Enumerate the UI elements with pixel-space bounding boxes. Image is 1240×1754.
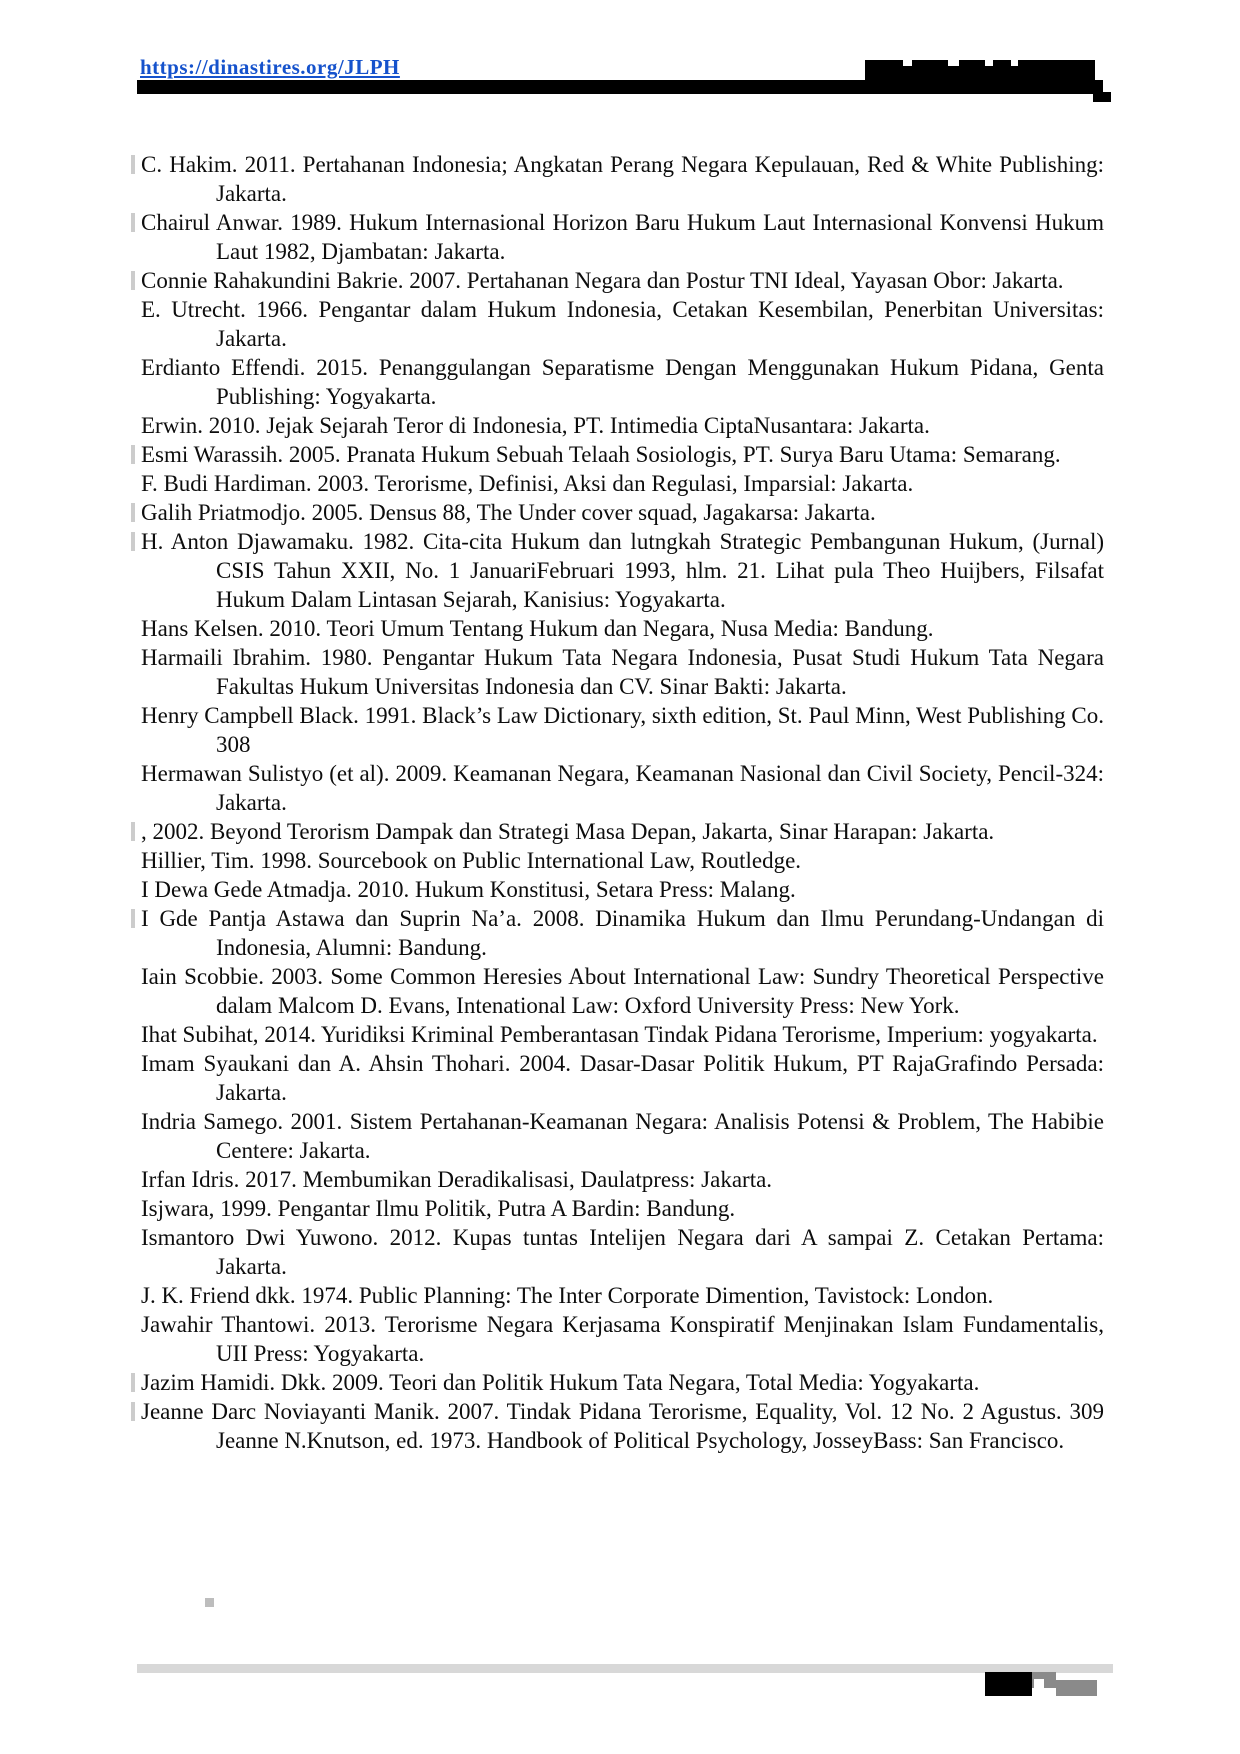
journal-url-link[interactable]: https://dinastires.org/JLPH [140, 55, 400, 79]
reference-entry: Hillier, Tim. 1998. Sourcebook on Public International Law, Routledge. [141, 848, 802, 873]
scan-artifact [205, 1598, 214, 1607]
reference-entry: Jawahir Thantowi. 2013. Terorisme Negara Kerjasama Konspiratif Menjinakan Islam Fundamentalis, UII Press: Yogyakarta. [141, 1312, 1104, 1366]
reference-entry: I Dewa Gede Atmadja. 2010. Hukum Konstitusi, Setara Press: Malang. [141, 877, 796, 902]
bibliography-list [141, 150, 1104, 1455]
redacted-page-number [985, 1672, 1032, 1696]
reference-entry: , 2002. Beyond Terorism Dampak dan Strategi Masa Depan, Jakarta, Sinar Harapan: Jakarta. [141, 817, 1104, 846]
reference-entry: C. Hakim. 2011. Pertahanan Indonesia; Angkatan Perang Negara Kepulauan, Red & White Publishing: Jakarta. [141, 152, 1104, 206]
redacted-page-label-2 [1056, 1680, 1097, 1696]
reference-entry: Jazim Hamidi. Dkk. 2009. Teori dan Politik Hukum Tata Negara, Total Media: Yogyakarta. [141, 1368, 1104, 1397]
reference-entry: E. Utrecht. 1966. Pengantar dalam Hukum Indonesia, Cetakan Kesembilan, Penerbitan Universitas: Jakarta. [141, 297, 1104, 351]
reference-entry: Galih Priatmodjo. 2005. Densus 88, The Under cover squad, Jagakarsa: Jakarta. [141, 498, 1104, 527]
reference-entry: Ihat Subihat, 2014. Yuridiksi Kriminal Pemberantasan Tindak Pidana Terorisme, Imperium: yogyakarta. [141, 1022, 1098, 1047]
header-rule-end [1093, 92, 1111, 102]
reference-entry: Henry Campbell Black. 1991. Black’s Law Dictionary, sixth edition, St. Paul Minn, West Publishing Co. 308 [141, 703, 1104, 757]
header-rule [137, 80, 1103, 94]
reference-entry: Erdianto Effendi. 2015. Penanggulangan Separatisme Dengan Menggunakan Hukum Pidana, Genta Publishing: Yogyakarta. [141, 355, 1104, 409]
reference-entry: Harmaili Ibrahim. 1980. Pengantar Hukum Tata Negara Indonesia, Pusat Studi Hukum Tata Negara Fakultas Hukum Universitas Indonesia dan CV. Sinar Bakti: Jakarta. [141, 645, 1104, 699]
redacted-page-label-1 [1032, 1672, 1056, 1688]
reference-entry: Erwin. 2010. Jejak Sejarah Teror di Indonesia, PT. Intimedia CiptaNusantara: Jakarta. [141, 413, 930, 438]
redacted-header-text [865, 60, 1095, 82]
reference-entry: Esmi Warassih. 2005. Pranata Hukum Sebuah Telaah Sosiologis, PT. Surya Baru Utama: Semarang. [141, 440, 1104, 469]
reference-entry: Indria Samego. 2001. Sistem Pertahanan-Keamanan Negara: Analisis Potensi & Problem, The Habibie Centere: Jakarta. [141, 1109, 1104, 1163]
reference-entry: Isjwara, 1999. Pengantar Ilmu Politik, Putra A Bardin: Bandung. [141, 1196, 736, 1221]
reference-entry: Jeanne Darc Noviayanti Manik. 2007. Tindak Pidana Terorisme, Equality, Vol. 12 No. 2 Agustus. 309 Jeanne N.Knutson, ed. 1973. Handbook of Political Psychology, JosseyBass: San Francisco. [141, 1399, 1104, 1453]
reference-entry: Ismantoro Dwi Yuwono. 2012. Kupas tuntas Intelijen Negara dari A sampai Z. Cetakan Pertama: Jakarta. [141, 1225, 1104, 1279]
reference-entry: Connie Rahakundini Bakrie. 2007. Pertahanan Negara dan Postur TNI Ideal, Yayasan Obor: Jakarta. [141, 266, 1104, 295]
reference-entry: Imam Syaukani dan A. Ahsin Thohari. 2004. Dasar-Dasar Politik Hukum, PT RajaGrafindo Persada: Jakarta. [141, 1051, 1104, 1105]
reference-entry: Chairul Anwar. 1989. Hukum Internasional Horizon Baru Hukum Laut Internasional Konvensi Hukum Laut 1982, Djambatan: Jakarta. [141, 210, 1104, 264]
reference-entry: Iain Scobbie. 2003. Some Common Heresies About International Law: Sundry Theoretical Perspective dalam Malcom D. Evans, Intenational Law: Oxford University Press: New York. [141, 964, 1104, 1018]
reference-entry: F. Budi Hardiman. 2003. Terorisme, Definisi, Aksi dan Regulasi, Imparsial: Jakarta. [141, 471, 914, 496]
reference-entry: H. Anton Djawamaku. 1982. Cita-cita Hukum dan lutngkah Strategic Pembangunan Hukum, (Jurnal) CSIS Tahun XXII, No. 1 JanuariFebruari 1993, hlm. 21. Lihat pula Theo Huijbers, Filsafat Hukum Dalam Lintasan Sejarah, Kanisius: Yogyakarta. [141, 529, 1104, 612]
reference-entry: Hermawan Sulistyo (et al). 2009. Keamanan Negara, Keamanan Nasional dan Civil Society, Pencil-324: Jakarta. [141, 761, 1104, 815]
footer-divider [137, 1664, 1113, 1673]
reference-entry: Hans Kelsen. 2010. Teori Umum Tentang Hukum dan Negara, Nusa Media: Bandung. [141, 616, 934, 641]
reference-entry: Irfan Idris. 2017. Membumikan Deradikalisasi, Daulatpress: Jakarta. [141, 1167, 773, 1192]
reference-entry: J. K. Friend dkk. 1974. Public Planning: The Inter Corporate Dimention, Tavistock: London. [141, 1283, 994, 1308]
reference-entry: I Gde Pantja Astawa dan Suprin Na’a. 2008. Dinamika Hukum dan Ilmu Perundang-Undangan di Indonesia, Alumni: Bandung. [141, 906, 1104, 960]
